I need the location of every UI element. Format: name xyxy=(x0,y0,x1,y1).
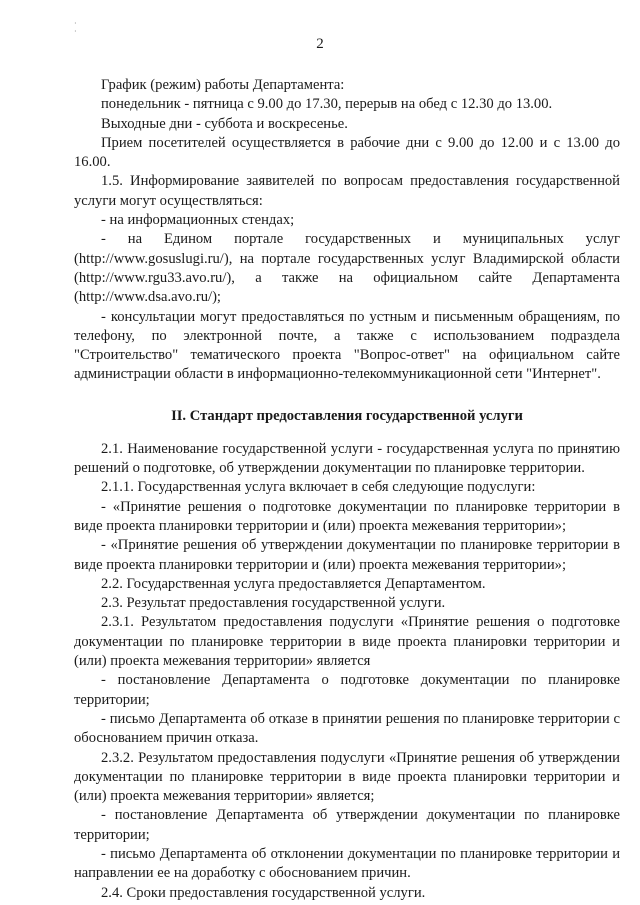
paragraph-2-2: 2.2. Государственная услуга предоставляется Департаментом. xyxy=(101,575,486,592)
scan-specks: · · xyxy=(74,19,77,36)
paragraph-2-1-1: 2.1.1. Государственная услуга включает в себя следующие подуслуги: xyxy=(101,479,536,496)
paragraph-reception-hours: Прием посетителей осуществляется в рабочие дни с 9.00 до 12.00 и с 13.00 до 16.00. xyxy=(74,134,620,171)
paragraph-consultations: - консультации могут предоставляться по устным и письменным обращениям, по телефону, по электронной почте, а также с использованием подраздела "Строительство" тематического проекта "Вопрос-ответ" на официальном сайте администрации области в информационно-телекоммуникационной сети "Интернет". xyxy=(74,308,620,383)
paragraph-2-4: 2.4. Сроки предоставления государственной услуги. xyxy=(101,884,426,901)
paragraph-portals: - на Едином портале государственных и муниципальных услуг (http://www.gosuslugi.ru/), на портале государственных услуг Владимирской области (http://www.rgu33.avo.ru/), а также на официальном сайте Департамента (http://www.dsa.avo.ru/); xyxy=(74,231,620,306)
section-heading: II. Стандарт предоставления государственной услуги xyxy=(171,407,523,424)
paragraph-2-3: 2.3. Результат предоставления государственной услуги. xyxy=(101,595,446,612)
paragraph-1-5: 1.5. Информирование заявителей по вопросам предоставления государственной услуги могут осуществляться: xyxy=(74,173,620,209)
paragraph-weekdays: понедельник - пятница с 9.00 до 17.30, перерыв на обед с 12.30 до 13.00. xyxy=(101,96,553,113)
paragraph-2-1: 2.1. Наименование государственной услуги - государственная услуга по принятию решений о подготовке, об утверждении документации по планировке территории. xyxy=(74,440,620,477)
document-body xyxy=(74,76,620,903)
paragraph-subservice-1: - «Принятие решения о подготовке документации по планировке территории в виде проекта планировки территории и (или) проекта межевания территории»; xyxy=(74,498,620,534)
page-number: 2 xyxy=(316,36,324,52)
paragraph-result-refusal: - письмо Департамента об отказе в принятии решения по планировке территории с обоснованием причин отказа. xyxy=(74,710,620,747)
paragraph-2-3-1: 2.3.1. Результатом предоставления подуслуги «Принятие решения о подготовке документации по планировке территории в виде проекта планировки территории и (или) проекта межевания территории» является xyxy=(74,614,620,670)
paragraph-result-resolution: - постановление Департамента о подготовке документации по планировке территории; xyxy=(74,672,620,708)
paragraph-schedule-title: График (режим) работы Департамента: xyxy=(101,77,345,93)
spacer xyxy=(74,385,620,395)
paragraph-2-3-2: 2.3.2. Результатом предоставления подуслуги «Принятие решения об утверждении документации по планировке территории в виде проекта планировки территории и (или) проекта межевания территории» является; xyxy=(74,749,620,805)
paragraph-result-rejection: - письмо Департамента об отклонении документации по планировке территории и направлении ее на доработку с обоснованием причин. xyxy=(74,845,620,882)
paragraph-info-stands: - на информационных стендах; xyxy=(101,212,295,229)
paragraph-result-approval: - постановление Департамента об утверждении документации по планировке территории; xyxy=(74,807,620,843)
paragraph-weekends: Выходные дни - суббота и воскресенье. xyxy=(101,115,348,132)
paragraph-subservice-2: - «Принятие решения об утверждении документации по планировке территории в виде проекта планировки территории и (или) проекта межевания территории»; xyxy=(74,537,620,573)
